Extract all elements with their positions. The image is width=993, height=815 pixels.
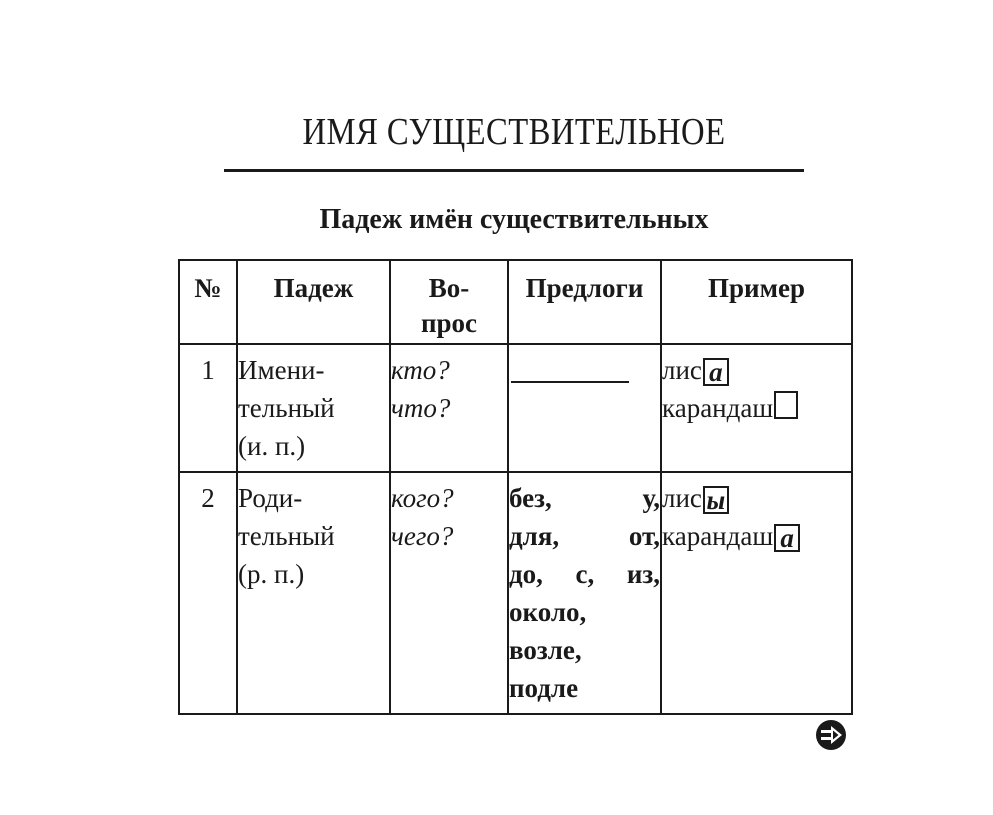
- example-word: [662, 479, 851, 517]
- example-stem: карандаш: [662, 521, 774, 551]
- ending-box: а: [703, 358, 729, 386]
- prepositions-cell: [508, 344, 661, 472]
- question-word: что?: [391, 393, 451, 423]
- header-question-part1: Во-: [428, 273, 470, 303]
- table-row: [179, 472, 852, 714]
- case-name-line: тельный: [238, 393, 335, 423]
- question-word: кто?: [391, 355, 450, 385]
- prepositions-cell: [508, 472, 661, 714]
- example-word: [662, 351, 851, 389]
- example-word: [662, 517, 851, 555]
- header-case: Падеж: [237, 260, 390, 344]
- case-abbreviation: (и. п.): [238, 431, 306, 461]
- example-word: [662, 389, 851, 427]
- case-table: [178, 259, 853, 715]
- header-example: Пример: [661, 260, 852, 344]
- case-name-cell: [237, 472, 390, 714]
- row-number: 2: [179, 472, 237, 714]
- example-stem: карандаш: [662, 393, 774, 423]
- header-prepositions: Предлоги: [508, 260, 661, 344]
- example-cell: [661, 344, 852, 472]
- ending-box: ы: [703, 486, 729, 514]
- table-row: [179, 344, 852, 472]
- arrow-right-circle-icon-svg: [815, 719, 847, 751]
- arrow-right-circle-icon[interactable]: [815, 719, 847, 751]
- case-name-line: тельный: [238, 521, 335, 551]
- preposition-line: около,: [509, 597, 587, 627]
- case-name-line: Имени-: [238, 355, 325, 385]
- case-name-cell: [237, 344, 390, 472]
- case-abbreviation: (р. п.): [238, 559, 305, 589]
- table-header-row: [179, 260, 852, 344]
- header-number: №: [179, 260, 237, 344]
- preposition-line: возле,: [509, 635, 582, 665]
- example-stem: лис: [662, 483, 702, 513]
- no-prepositions-dash: [511, 381, 629, 383]
- example-stem: лис: [662, 355, 702, 385]
- question-cell: [390, 344, 508, 472]
- preposition-line: до, с, из,: [509, 559, 660, 589]
- table-title: Падеж имён существительных: [319, 204, 709, 235]
- header-question-part2: прос: [420, 308, 478, 338]
- title-divider: [224, 169, 804, 172]
- preposition-line: подле: [509, 673, 579, 703]
- header-question: [390, 260, 508, 344]
- question-cell: [390, 472, 508, 714]
- case-name-line: Роди-: [238, 483, 303, 513]
- question-word: кого?: [391, 483, 454, 513]
- zero-ending-box: [774, 391, 798, 419]
- page-title: ИМЯ СУЩЕСТВИТЕЛЬНОЕ: [302, 111, 726, 153]
- ending-box: а: [774, 524, 800, 552]
- preposition-line: для, от,: [509, 521, 660, 551]
- row-number: 1: [179, 344, 237, 472]
- question-word: чего?: [391, 521, 454, 551]
- preposition-line: без, у,: [509, 483, 660, 513]
- example-cell: [661, 472, 852, 714]
